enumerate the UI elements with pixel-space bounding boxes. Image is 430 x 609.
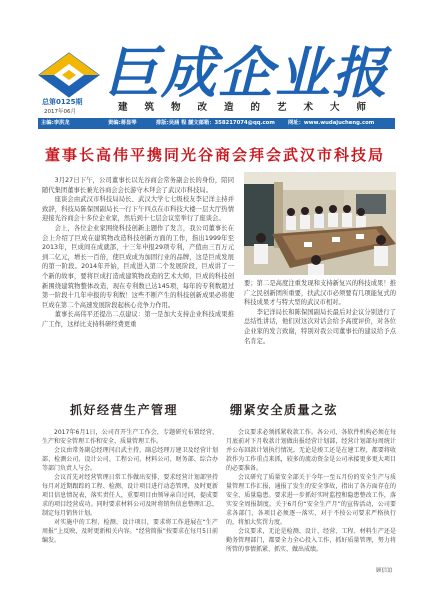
paragraph: 3月27日下午，公司董事长以光谷商会常务副会长的身份，陪同随代集团董事长兼光谷商会会长游守木拜会了武汉市科技局。 <box>42 177 234 194</box>
tagline: 建筑物改造的艺术大师 <box>118 102 384 113</box>
credit-website: 网址：www.wudajucheng.com <box>288 120 375 126</box>
paragraph: 董事长高伟平还提出二点建议：第一是加大支持企业科技成果推广工作，这样比支持科研经费更重 <box>42 311 234 328</box>
paragraph: 对实施中的工程、检测、设计项目，要求将工作进展在“生产周报”上反映，及时更新相关内容。“经营简报”按要求在每月5日前编发。 <box>42 519 218 544</box>
article1-left-column <box>42 176 234 330</box>
company-logo-icon <box>38 52 100 98</box>
paragraph: 会上，各位企业家围绕科技创新主题作了发言，我公司董事长在会上介绍了巨成在建筑物改造科技创新方面的工作，指出1999年至2013年，巨成间在成就部，十三年申报29项专利，产值由三百万元到二亿元，增长一百倍，使巨成成为加固行业的品牌，这是巨成发展的第一阶段。2014年开始，巨成进入第二个发展阶段，巨成讲了一个新的故事，要将巨成打造成建筑物改造的艺术大师，巨成的科技创新围绕建筑物整体改造，现在专利数已达145项，每年的专利数超过第一阶段十几年申报的专利数！这些不断产生的科技创新成果必将使巨成在第二个高速发展阶段起核心竞争力作用。 <box>42 224 234 309</box>
paragraph: 2017年6月1日，公司召开生产工作会，专题研究布置经营、生产和安全管理工作和安全、质量管理工作。 <box>42 429 218 445</box>
meeting-photo <box>244 172 396 275</box>
paragraph: 会议研究了质量安全部关于今年一至五月份的安全生产与质量管理工作汇报，通报了发生的安全事故，指出了各方面存在的安全、质量隐患。要求进一步抓好实时监控和隐患整改工作，落实安全周报制度。关于6月份“安全生产月”的宣传活动，公司要求各部门、各项目必须逐一落实，对于不按公司要求严格执行的，将加大奖罚力度。 <box>226 474 396 526</box>
paragraph: 会议要求，无论是检测、设计、经营、工程、材料生产还是勤务管理部门，都要全力全心投入工作，抓好质量管理，努力将所管的事情抓紧、抓实、做出成绩。 <box>226 528 396 553</box>
paragraph: 要；第二是高度注重发现和支持新复兴的科技成果！推广之民创新团所重要，扶武汉市必须要有几项能复式的科技成果才与特大型的武汉市相对。 <box>244 280 396 307</box>
credits-bar <box>38 118 395 129</box>
paragraph: 李记洋局长和陈保国副局长最后对企议分别进行了总结性讲话，他们对这次对话会给予高度评价，对各位企业家的发言致谢，特别对我公司董事长的建议给予点名肯定。 <box>244 308 396 345</box>
paragraph: 会议要求必须抓紧收款工作。各公司、各软件机构必须在每月底前对下月收款计划做出报经营计划部，经营计划部每周统计并公布回款计划执行情况。无论是竣工还是在建工程，都要将收款作为工作重点来抓，较多的流动资金是公司承接更多更大项目的必要准备。 <box>226 429 396 472</box>
issue-number: 总第0125期 <box>42 98 83 106</box>
paragraph: 会议首先对经营管理日常工作做出安排，要求经营计划部坚持每月对近期跟踪的工程、检测、设计项目进行动态管理，及时更新项目信息情况表，落实责任人，重要项目由领导亲自过问，提成要求的项目经营成功。同时要求材料公司及时将销售信息整理汇总，制定每月销售计划。 <box>42 474 218 517</box>
newspaper-title: 巨成企业报 <box>104 41 390 105</box>
credit-layout: 排版:吴涵 程 辰 <box>156 120 194 126</box>
credit-editor: 责编:蒋显琴 <box>108 120 137 126</box>
article1-headline: 董事长高伟平携同光谷商会拜会武汉市科技局 <box>45 146 386 164</box>
paragraph: 会议由常务副总经理闫启武主持，副总经理万建卫及经营计划部、检测公司、设计公司、工程公司、材料公司、财务部、综合办等部门负责人与会。 <box>42 447 218 472</box>
article2-right-column <box>226 428 396 554</box>
article2-headline-left: 抓好经营生产管理 <box>70 403 179 417</box>
issue-date: 2017年06月 <box>44 109 76 115</box>
article2-headline-right: 绷紧安全质量之弦 <box>230 403 339 417</box>
article2-author: 顾信谊 <box>376 568 393 574</box>
article2-left-column <box>42 428 218 545</box>
credit-email: 征文邮箱：358217074@qq.com <box>188 120 275 126</box>
article1-right-column <box>244 279 396 346</box>
credit-editor-in-chief: 主编:李洪龙 <box>41 120 70 126</box>
paragraph: 座谈会由武汉市科技局局长、武汉大学七七级校友李记洋主持并致辞，科技局陈保国副局长一行下午四点在市科技大楼一层大厅热情迎接光谷商会十多位企业家，然后到十七层会议室举行了座谈会。 <box>42 196 234 223</box>
